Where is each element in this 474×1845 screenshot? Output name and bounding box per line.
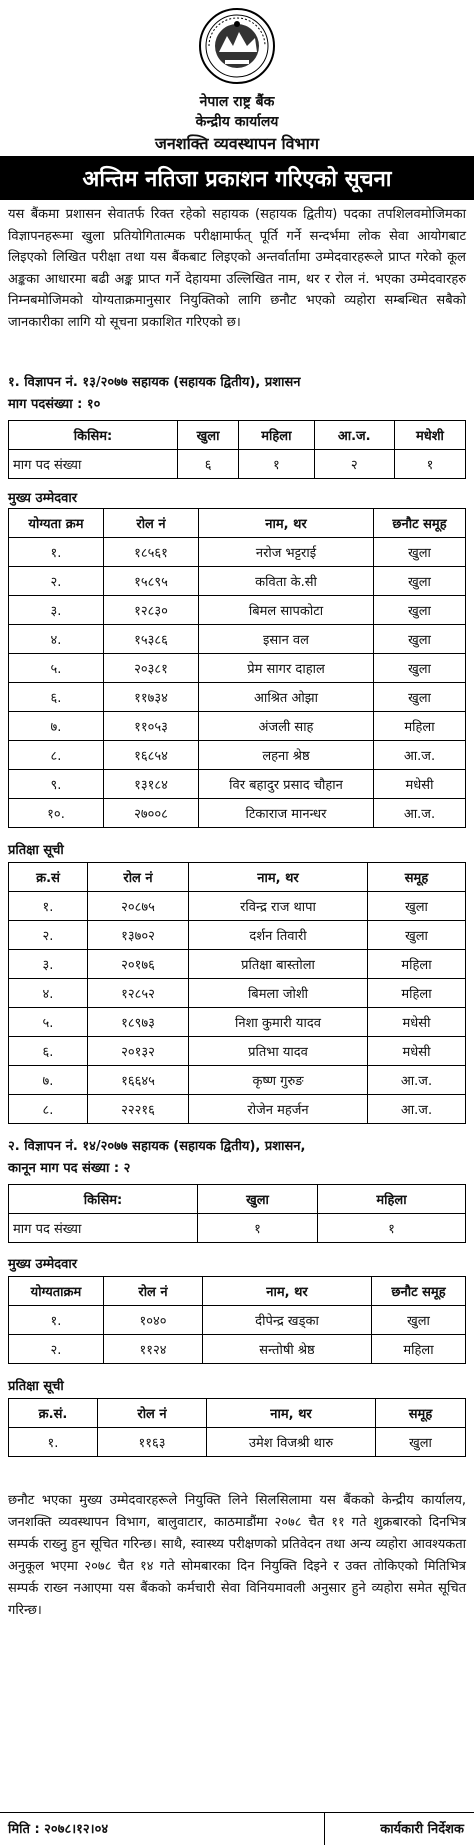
table-row	[9, 712, 466, 741]
table-cell: खुला	[376, 1428, 466, 1457]
table-cell: १	[318, 1214, 466, 1243]
table-cell: १.	[9, 1306, 104, 1335]
table-cell: १०.	[9, 799, 104, 828]
table-cell: १६८५४	[104, 741, 199, 770]
table-cell: १.	[9, 892, 88, 921]
ad2-demand-table	[8, 1184, 466, 1243]
table-cell: कृष्ण गुरुङ	[189, 1066, 368, 1095]
table-header: रोल नं	[88, 863, 189, 892]
ad1-main-table	[8, 508, 466, 828]
table-cell: ७.	[9, 1066, 88, 1095]
table-cell: खुला	[374, 538, 466, 567]
table-header: क्र.सं	[9, 863, 88, 892]
table-cell: ५.	[9, 654, 104, 683]
table-cell: अंजली साह	[199, 712, 374, 741]
table-cell: खुला	[374, 683, 466, 712]
table-row	[9, 538, 466, 567]
table-cell: प्रेम सागर दाहाल	[199, 654, 374, 683]
ad2-wait-body	[9, 1428, 466, 1457]
table-cell: इसान वल	[199, 625, 374, 654]
table-header: नाम, थर	[203, 1277, 372, 1306]
office-name: केन्द्रीय कार्यालय	[195, 114, 279, 130]
table-header: रोल नं	[104, 1277, 203, 1306]
table-cell: २०१७६	[88, 950, 189, 979]
table-cell: १	[239, 450, 314, 479]
table-row	[9, 979, 466, 1008]
table-cell: १५८९५	[104, 567, 199, 596]
table-cell: दीपेन्द्र खड्का	[203, 1306, 372, 1335]
table-cell: मधेसी	[368, 1008, 466, 1037]
table-header: क्र.सं.	[9, 1399, 98, 1428]
table-cell: २०३८१	[104, 654, 199, 683]
table-cell: ९.	[9, 770, 104, 799]
closing-paragraph: छनौट भएका मुख्य उम्मेदवारहरूले नियुक्ति लिने सिलसिलामा यस बैंकको केन्द्रीय कार्यालय, जनशक्ति व्यवस्थापन विभाग, बालुवाटार, काठमाडौंमा २०७८ चैत ११ गते शुक्रबारको दिनभित्र सम्पर्क राख्नु हुन सूचित गरिन्छ। साथै, स्वास्थ्य परीक्षणको प्रतिवेदन तथा अन्य व्यहोरा आवश्यकता अनुकूल भएमा २०७८ चैत १४ गते सोमबारका दिन नियुक्ति दिइने र उक्त तोकिएको मितिभित्र सम्पर्क राख्न नआएमा यस बैंकको कर्मचारी सेवा विनियमावली अनुसार हुने व्यहोरा समेत सूचित गरिन्छ।	[8, 1493, 466, 1618]
logo-area	[0, 0, 474, 90]
ad2-main-table	[8, 1276, 466, 1364]
table-cell: ११२४	[104, 1335, 203, 1364]
table-cell: उमेश विजश्री थारु	[207, 1428, 376, 1457]
table-cell: १.	[9, 538, 104, 567]
table-row	[9, 509, 466, 538]
table-cell: खुला	[368, 892, 466, 921]
ad1-main-body	[9, 538, 466, 828]
table-cell: १८५६१	[104, 538, 199, 567]
ad1-wait-label: प्रतिक्षा सूची	[8, 843, 64, 858]
table-cell: २	[314, 450, 394, 479]
table-header: आ.ज.	[314, 421, 394, 450]
org-name: नेपाल राष्ट्र बैंक	[199, 94, 275, 110]
table-cell: १६६४५	[88, 1066, 189, 1095]
table-cell: खुला	[368, 921, 466, 950]
table-cell: महिला	[368, 979, 466, 1008]
table-header: महिला	[318, 1185, 466, 1214]
table-row	[9, 654, 466, 683]
ad1-main-label: मुख्य उम्मेदवार	[8, 491, 78, 506]
table-header: खुला	[198, 1185, 318, 1214]
table-row	[9, 1185, 466, 1214]
table-cell: टिकाराज मानन्धर	[199, 799, 374, 828]
table-cell: रोजेन महर्जन	[189, 1095, 368, 1124]
table-header: खुला	[178, 421, 239, 450]
ad2-wait-label: प्रतिक्षा सूची	[8, 1379, 64, 1394]
department-name: जनशक्ति व्यवस्थापन विभाग	[155, 134, 319, 153]
table-cell: प्रतिभा यादव	[189, 1037, 368, 1066]
table-cell: ८.	[9, 1095, 88, 1124]
footer-date: मिति : २०७८।१२।०४	[8, 1822, 109, 1837]
table-cell: २.	[9, 1335, 104, 1364]
table-cell: महिला	[368, 950, 466, 979]
table-cell: आ.ज.	[368, 1066, 466, 1095]
table-cell: २२२१६	[88, 1095, 189, 1124]
table-row	[9, 1335, 466, 1364]
table-cell: माग पद संख्या	[9, 450, 178, 479]
table-cell: सन्तोषी श्रेष्ठ	[203, 1335, 372, 1364]
table-cell: ११०५३	[104, 712, 199, 741]
table-cell: २०१३२	[88, 1037, 189, 1066]
table-cell: ३.	[9, 596, 104, 625]
table-cell: २.	[9, 567, 104, 596]
table-cell: १३७०२	[88, 921, 189, 950]
footer	[0, 1812, 474, 1845]
table-cell: २.	[9, 921, 88, 950]
table-header: रोल नं	[98, 1399, 207, 1428]
table-header: छनौट समूह	[372, 1277, 466, 1306]
notice-title: अन्तिम नतिजा प्रकाशन गरिएको सूचना	[82, 167, 392, 192]
table-cell: बिमल सापकोटा	[199, 596, 374, 625]
table-cell: ६.	[9, 683, 104, 712]
ad2-wait-table	[8, 1398, 466, 1457]
table-row	[9, 683, 466, 712]
footer-signatory: कार्यकारी निर्देशक	[380, 1822, 464, 1837]
table-row	[9, 1277, 466, 1306]
table-cell: २७००८	[104, 799, 199, 828]
intro-paragraph: यस बैंकमा प्रशासन सेवातर्फ रिक्त रहेको सहायक (सहायक द्वितीय) पदका तपशिलवमोजिमका विज्ञापनहरूमा खुला प्रतियोगितात्मक परीक्षामार्फत् पूर्ति गर्ने सन्दर्भमा लोक सेवा आयोगबाट लिइएको लिखित परीक्षा तथा यस बैंकबाट लिइएको अन्तर्वार्तामा उम्मेदवारहरूले प्राप्त गरेको कूल अङ्कका आधारमा बढी अङ्क प्राप्त गर्ने देहायमा उल्लिखित नाम, थर र रोल नं. भएका उम्मेदवारहरु निम्नबमोजिमको योग्यताक्रमानुसार नियुक्तिको लागि छनौट भएको व्यहोरा सम्बन्धित सबैको जानकारीका लागि यो सूचना प्रकाशित गरिएको छ।	[8, 207, 466, 330]
table-row	[9, 1428, 466, 1457]
ad2-main-body	[9, 1306, 466, 1364]
table-cell: ११७३४	[104, 683, 199, 712]
table-cell: खुला	[374, 567, 466, 596]
table-header: समूह	[368, 863, 466, 892]
table-header: छनौट समूह	[374, 509, 466, 538]
table-cell: माग पद संख्या	[9, 1214, 198, 1243]
table-cell: आश्रित ओझा	[199, 683, 374, 712]
table-cell: महिला	[374, 712, 466, 741]
table-cell: ५.	[9, 1008, 88, 1037]
table-header: किसिम:	[9, 421, 178, 450]
table-cell: १२८५२	[88, 979, 189, 1008]
table-cell: मधेसी	[374, 770, 466, 799]
table-cell: २०८७५	[88, 892, 189, 921]
table-row	[9, 863, 466, 892]
table-row	[9, 1066, 466, 1095]
table-row	[9, 1037, 466, 1066]
table-header: नाम, थर	[189, 863, 368, 892]
table-cell: खुला	[374, 654, 466, 683]
ad1-posts: माग पदसंख्या : १०	[8, 397, 101, 412]
table-cell: दर्शन तिवारी	[189, 921, 368, 950]
table-header: मधेशी	[394, 421, 465, 450]
table-header: नाम, थर	[207, 1399, 376, 1428]
ad1-wait-body	[9, 892, 466, 1124]
table-cell: आ.ज.	[368, 1095, 466, 1124]
table-row	[9, 567, 466, 596]
table-row	[9, 799, 466, 828]
table-header: योग्यताक्रम	[9, 1277, 104, 1306]
table-row	[9, 950, 466, 979]
table-cell: ६	[178, 450, 239, 479]
table-header: नाम, थर	[199, 509, 374, 538]
table-cell: ३.	[9, 950, 88, 979]
table-row	[9, 1095, 466, 1124]
table-row	[9, 421, 466, 450]
table-cell: महिला	[372, 1335, 466, 1364]
footer-divider	[324, 1813, 325, 1845]
table-cell: १०४०	[104, 1306, 203, 1335]
table-cell: नरोज भट्टराई	[199, 538, 374, 567]
table-header: समूह	[376, 1399, 466, 1428]
table-cell: ६.	[9, 1037, 88, 1066]
table-cell: आ.ज.	[374, 799, 466, 828]
table-row	[9, 770, 466, 799]
ad2-main-label: मुख्य उम्मेदवार	[8, 1257, 78, 1272]
table-cell: १८९७३	[88, 1008, 189, 1037]
table-cell: कविता के.सी	[199, 567, 374, 596]
table-header: योग्यता क्रम	[9, 509, 104, 538]
ad1-title: १. विज्ञापन नं. १३/२०७७ सहायक (सहायक द्वितीय), प्रशासन	[8, 375, 301, 390]
table-row	[9, 596, 466, 625]
table-cell: बिमला जोशी	[189, 979, 368, 1008]
ad1-wait-table	[8, 862, 466, 1124]
table-cell: १	[394, 450, 465, 479]
table-cell: १३१८४	[104, 770, 199, 799]
table-cell: मधेसी	[368, 1037, 466, 1066]
table-cell: १२८३०	[104, 596, 199, 625]
table-row	[9, 1008, 466, 1037]
table-cell: ८.	[9, 741, 104, 770]
table-cell: रविन्द्र राज थापा	[189, 892, 368, 921]
table-cell: खुला	[374, 596, 466, 625]
table-cell: ४.	[9, 625, 104, 654]
bank-seal-icon	[197, 6, 277, 86]
table-row	[9, 892, 466, 921]
table-cell: विर बहादुर प्रसाद चौहान	[199, 770, 374, 799]
ad2-posts: कानून माग पद संख्या : २	[8, 1161, 131, 1176]
table-header: महिला	[239, 421, 314, 450]
table-header: रोल नं	[104, 509, 199, 538]
table-row	[9, 625, 466, 654]
table-cell: आ.ज.	[374, 741, 466, 770]
table-cell: खुला	[372, 1306, 466, 1335]
table-cell: ४.	[9, 979, 88, 1008]
table-cell: खुला	[374, 625, 466, 654]
table-cell: ११६३	[98, 1428, 207, 1457]
ad2-title: २. विज्ञापन नं. १४/२०७७ सहायक (सहायक द्वितीय), प्रशासन,	[8, 1139, 306, 1154]
ad1-demand-table	[8, 420, 466, 479]
table-row	[9, 1214, 466, 1243]
table-cell: प्रतिक्षा बास्तोला	[189, 950, 368, 979]
table-cell: निशा कुमारी यादव	[189, 1008, 368, 1037]
table-cell: लहना श्रेष्ठ	[199, 741, 374, 770]
table-row	[9, 741, 466, 770]
table-cell: १.	[9, 1428, 98, 1457]
table-cell: १	[198, 1214, 318, 1243]
table-header: किसिम:	[9, 1185, 198, 1214]
notice-title-banner	[0, 156, 474, 200]
table-row	[9, 921, 466, 950]
table-row	[9, 1306, 466, 1335]
table-cell: ७.	[9, 712, 104, 741]
table-row	[9, 450, 466, 479]
table-cell: १५३८६	[104, 625, 199, 654]
table-row	[9, 1399, 466, 1428]
